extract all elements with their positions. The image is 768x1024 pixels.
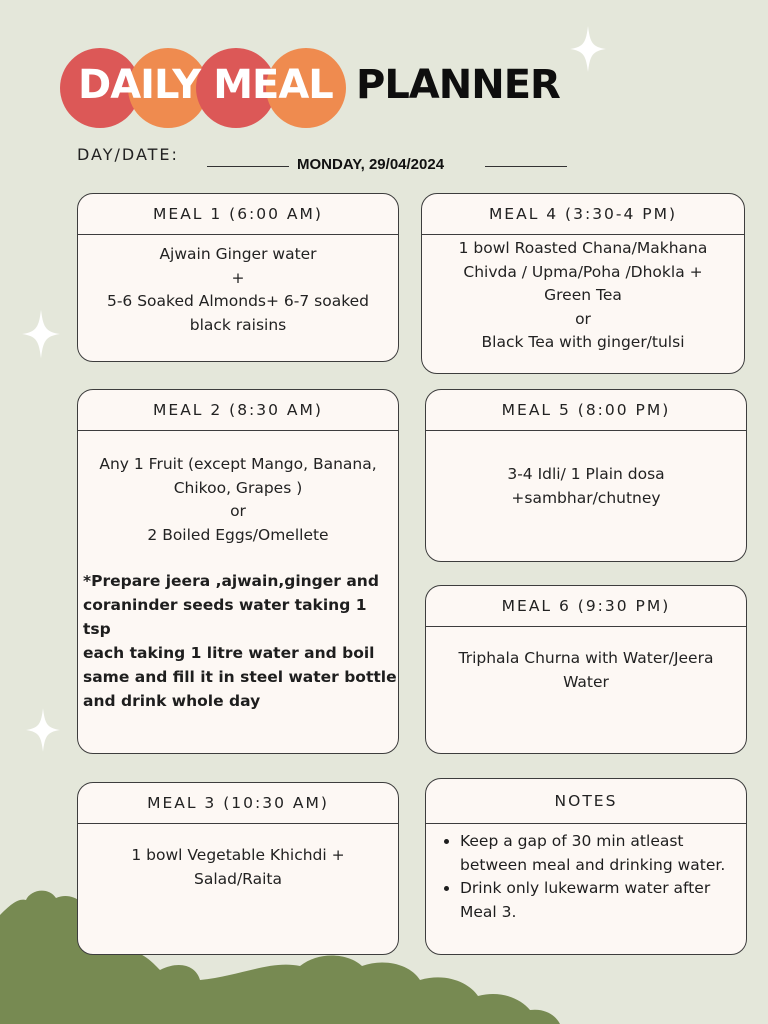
meal-6-title: MEAL 6 (9:30 PM) — [426, 586, 746, 627]
daydate-line — [485, 166, 567, 167]
meal-line: 3-4 Idli/ 1 Plain dosa — [507, 465, 665, 483]
meal-2-title: MEAL 2 (8:30 AM) — [78, 390, 398, 431]
title-daily-meal: DAILY MEAL — [78, 62, 333, 108]
note-line: coraninder seeds water taking 1 tsp — [83, 596, 367, 638]
meal-1-title: MEAL 1 (6:00 AM) — [78, 194, 398, 235]
meal-5-card — [425, 389, 747, 562]
notes-title: NOTES — [426, 779, 746, 824]
meal-1-card — [77, 193, 399, 362]
meal-line: Salad/Raita — [193, 869, 282, 888]
daydate-label: DAY/DATE: — [77, 145, 179, 164]
meal-5-title: MEAL 5 (8:00 PM) — [426, 390, 746, 431]
meal-2-note — [78, 569, 398, 713]
meal-line: or — [575, 309, 591, 328]
meal-6-card — [425, 585, 747, 754]
meal-line: 5-6 Soaked Almonds+ 6-7 soaked — [106, 292, 370, 310]
note-item: • Keep a gap of 30 min atleast between meal and drinking water. — [460, 830, 740, 877]
meal-5-body — [426, 431, 746, 510]
meal-4-card — [421, 193, 745, 374]
meal-line: 2 Boiled Eggs/Omellete — [147, 525, 329, 544]
meal-3-card — [77, 782, 399, 955]
notes-list — [426, 830, 746, 924]
daydate-value: MONDAY, 29/04/2024 — [297, 156, 445, 173]
notes-card — [425, 778, 747, 955]
meal-line: +sambhar/chutney — [511, 488, 661, 507]
note-line: same and fill it in steel water bottle — [83, 668, 397, 686]
meal-line: or — [230, 502, 246, 520]
meal-line: Ajwain Ginger water — [159, 245, 317, 263]
meal-4-body — [422, 235, 744, 355]
meal-line: Chivda / Upma/Poha /Dhokla + — [463, 262, 703, 281]
daydate-line — [207, 166, 289, 167]
note-item: • Drink only lukewarm water after Meal 3. — [460, 877, 740, 924]
meal-line: Triphala Churna with Water/Jeera — [458, 649, 714, 667]
note-line: *Prepare jeera ,ajwain,ginger and — [83, 572, 379, 590]
meal-3-title: MEAL 3 (10:30 AM) — [78, 783, 398, 824]
meal-line: Any 1 Fruit (except Mango, Banana, — [99, 455, 377, 473]
meal-line: Chikoo, Grapes ) — [173, 478, 303, 497]
meal-line: black raisins — [189, 315, 287, 334]
meal-4-title: MEAL 4 (3:30-4 PM) — [422, 194, 744, 235]
meal-line: Black Tea with ginger/tulsi — [481, 333, 685, 351]
meal-1-body — [78, 235, 398, 337]
meal-2-card — [77, 389, 399, 754]
note-line: and drink whole day — [83, 692, 261, 710]
meal-line: 1 bowl Roasted Chana/Makhana — [458, 239, 708, 257]
note-line: each taking 1 litre water and boil — [83, 644, 375, 662]
page-title — [60, 48, 620, 128]
meal-line: + — [231, 268, 245, 287]
meal-line: Green Tea — [544, 286, 622, 304]
meal-3-body — [78, 824, 398, 891]
title-planner: PLANNER — [356, 62, 560, 108]
meal-6-body — [426, 627, 746, 694]
meal-2-body — [78, 431, 398, 547]
meal-line: 1 bowl Vegetable Khichdi + — [131, 846, 345, 864]
meal-line: Water — [563, 672, 609, 691]
